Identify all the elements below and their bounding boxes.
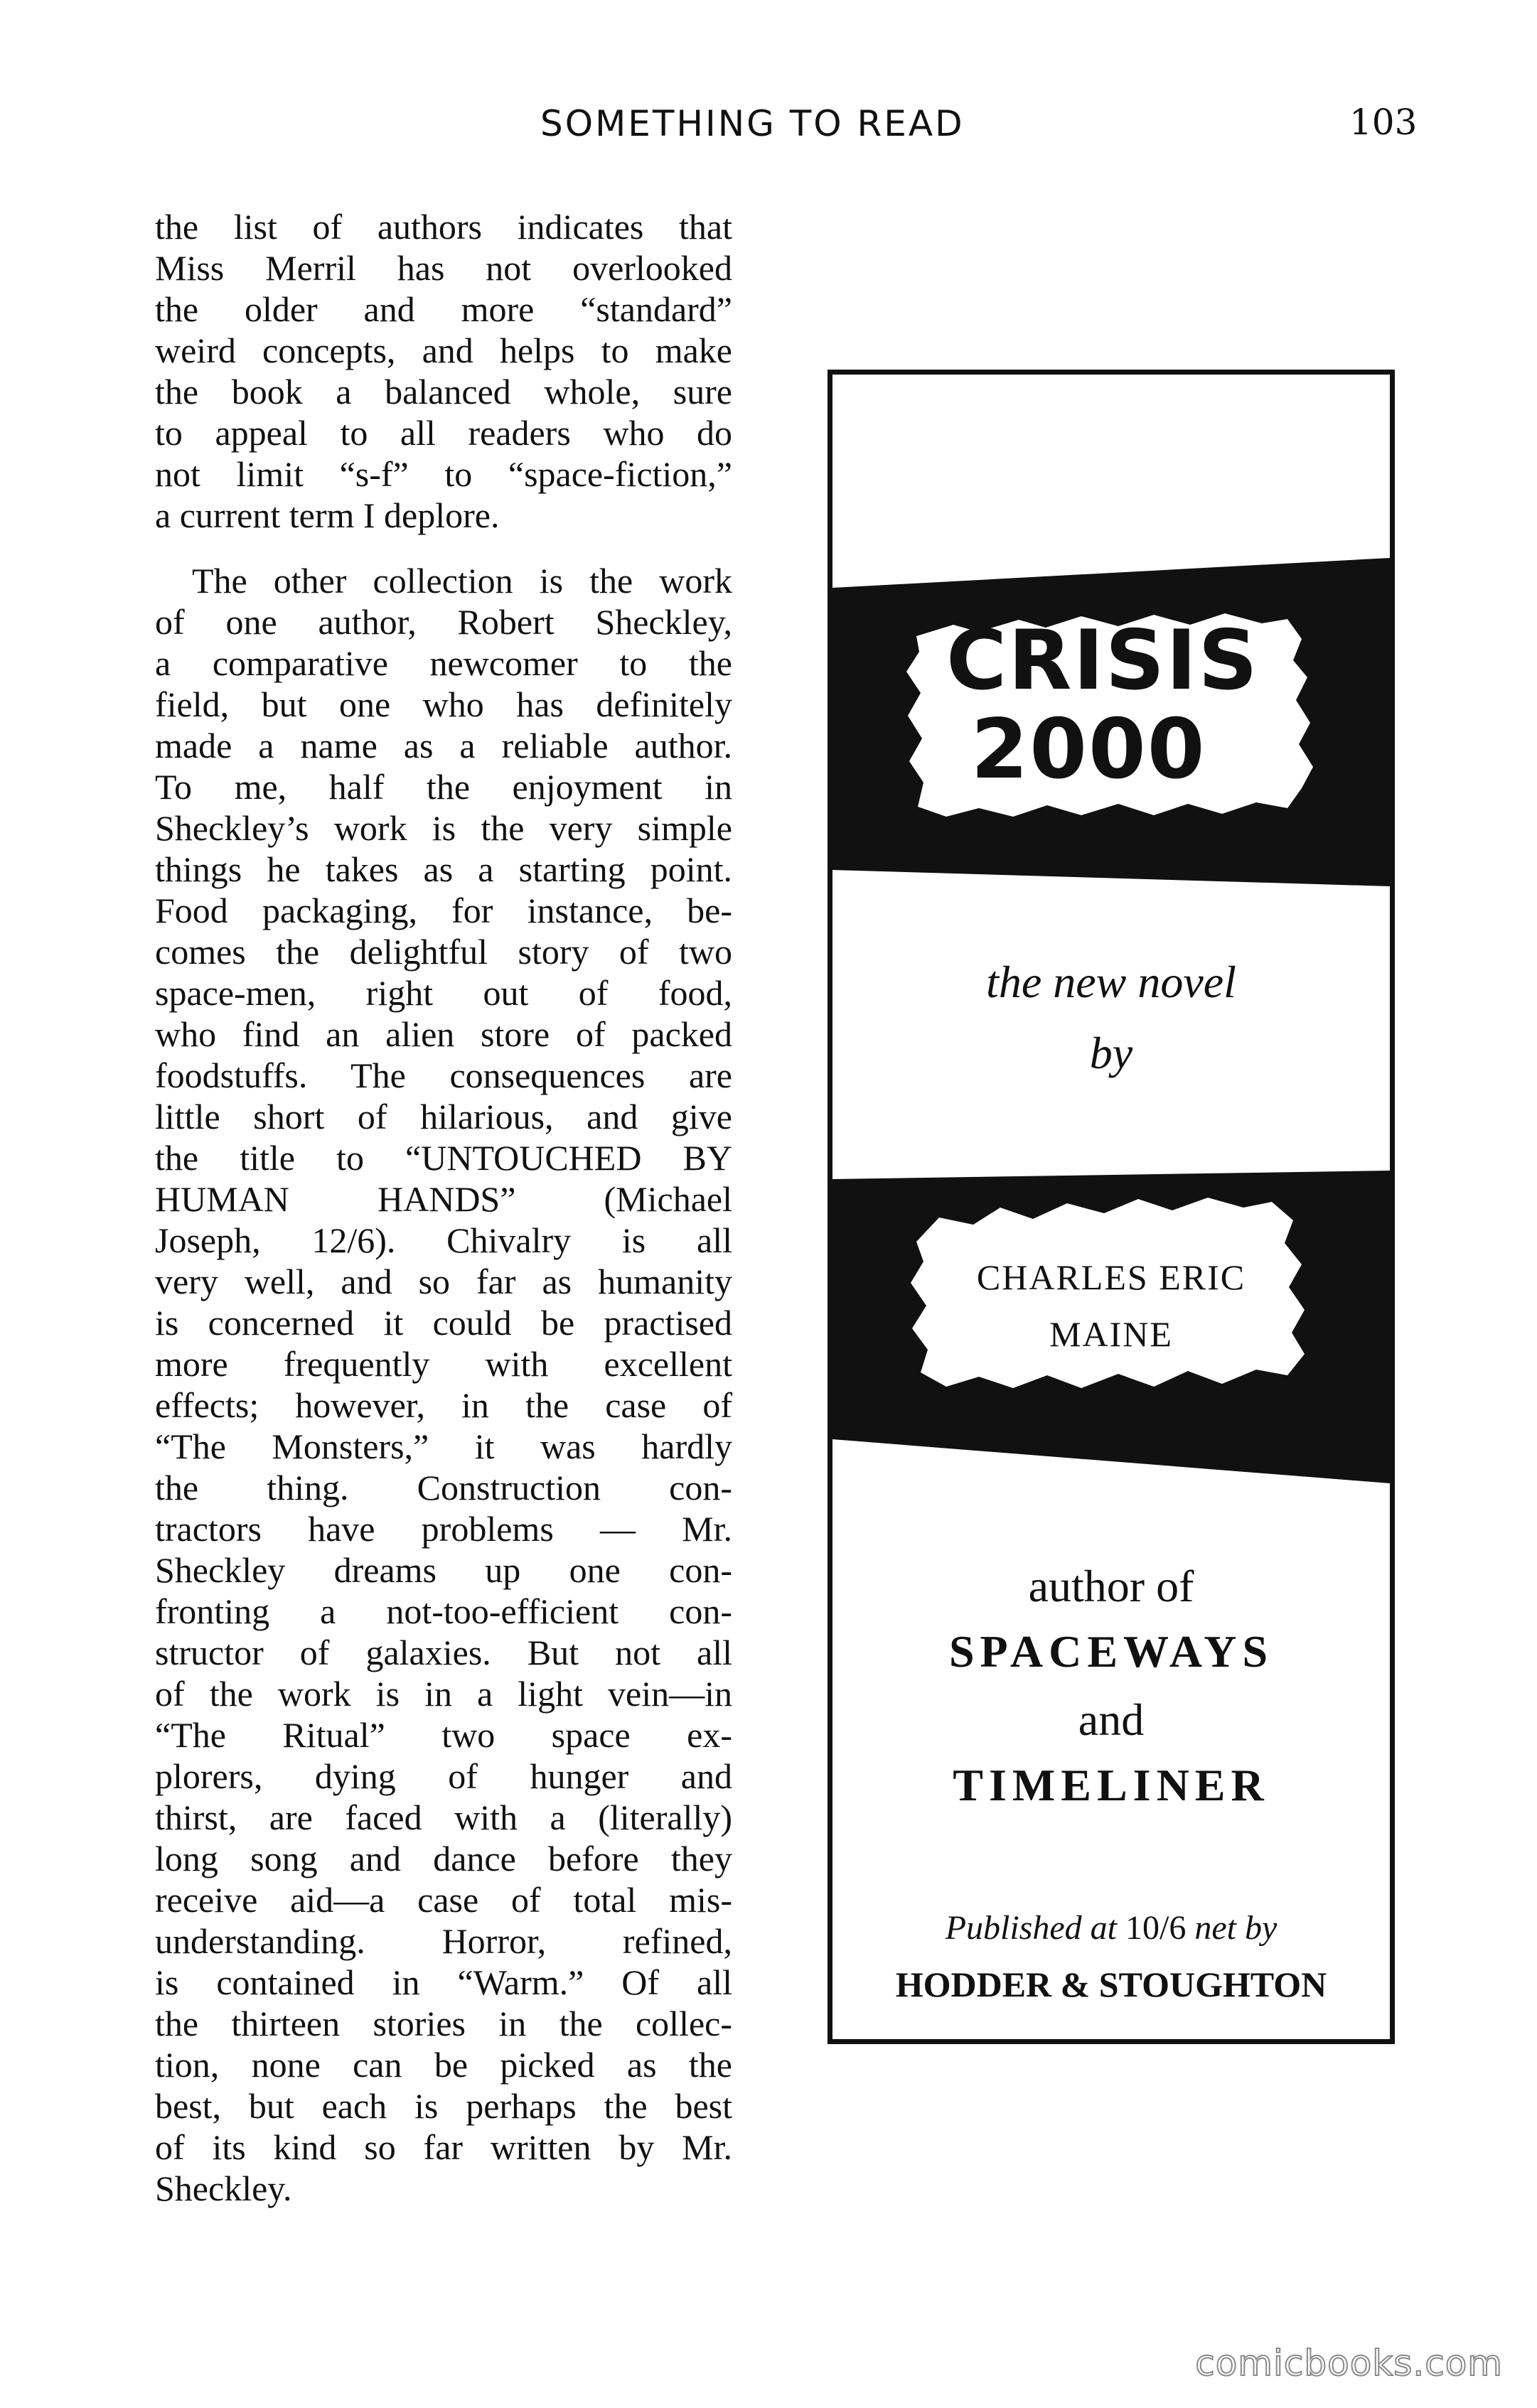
ad-and: and <box>1078 1694 1145 1745</box>
text-line: “The Monsters,” it was hardly <box>155 1426 732 1466</box>
running-title: SOMETHING TO READ <box>540 103 965 144</box>
text-line: the thing. Construction con- <box>155 1468 732 1507</box>
text-line: very well, and so far as humanity <box>155 1262 732 1301</box>
text-line: space-men, right out of food, <box>155 973 732 1013</box>
ad-tagline: the new novel <box>986 957 1236 1007</box>
text-line: of its kind so far written by Mr. <box>155 2127 732 2167</box>
text-line: plorers, dying of hunger and <box>155 1756 732 1796</box>
ad-author-line-1: CHARLES ERIC <box>976 1257 1246 1297</box>
text-line: comes the delightful story of two <box>155 932 732 972</box>
text-line: the title to “UNTOUCHED BY <box>155 1138 732 1178</box>
text-line: structor of galaxies. But not all <box>155 1633 732 1672</box>
ad-author-of: author of <box>1028 1561 1194 1611</box>
text-line: to appeal to all readers who do <box>155 413 732 453</box>
ad-price: 10/6 <box>1125 1909 1187 1947</box>
text-line: things he takes as a starting point. <box>155 849 732 889</box>
text-line: HUMAN HANDS” (Michael <box>155 1179 732 1219</box>
text-line: the thirteen stories in the collec- <box>155 2004 732 2043</box>
text-line: long song and dance before they <box>155 1839 732 1878</box>
text-line: more frequently with excellent <box>155 1344 732 1384</box>
text-line: is contained in “Warm.” Of all <box>155 1962 732 2002</box>
text-line: the book a balanced whole, sure <box>155 372 732 412</box>
text-line: a comparative newcomer to the <box>155 643 732 683</box>
text-line: best, but each is perhaps the best <box>155 2086 732 2126</box>
text-line: little short of hilarious, and give <box>155 1097 732 1136</box>
text-line: tion, none can be picked as the <box>155 2045 732 2085</box>
ad-by: by <box>1089 1028 1133 1078</box>
text-line: tractors have problems — Mr. <box>155 1509 732 1549</box>
ad-published-suffix: net by <box>1194 1909 1278 1947</box>
text-line: the list of authors indicates that <box>155 207 732 247</box>
text-line: fronting a not-too-efficient con- <box>155 1591 732 1631</box>
book-advertisement <box>828 370 1395 2044</box>
text-line: foodstuffs. The consequences are <box>155 1055 732 1095</box>
ad-book-title-line-1: CRISIS <box>946 613 1259 709</box>
text-line: thirst, are faced with a (literally) <box>155 1797 732 1837</box>
text-line: weird concepts, and helps to make <box>155 330 732 370</box>
article-paragraph-1 <box>155 206 732 536</box>
text-line: “The Ritual” two space ex- <box>155 1715 732 1755</box>
text-line: Joseph, 12/6). Chivalry is all <box>155 1220 732 1260</box>
ad-author-line-2: MAINE <box>1049 1314 1173 1354</box>
ad-published-line <box>832 1908 1390 1948</box>
article-column <box>155 206 732 2209</box>
text-line: receive aid—a case of total mis- <box>155 1880 732 1920</box>
ad-published-prefix: Published at <box>945 1909 1117 1947</box>
article-paragraph-2 <box>155 560 732 2209</box>
text-line: made a name as a reliable author. <box>155 726 732 765</box>
text-line: To me, half the enjoyment in <box>155 767 732 807</box>
text-line: of the work is in a light vein—in <box>155 1674 732 1714</box>
text-line: Food packaging, for instance, be- <box>155 891 732 930</box>
ad-book-title-line-2: 2000 <box>970 702 1206 797</box>
page-number: 103 <box>1349 102 1418 143</box>
text-line: The other collection is the work <box>192 561 732 601</box>
text-line: Sheckley dreams up one con- <box>155 1550 732 1590</box>
text-line: understanding. Horror, refined, <box>155 1921 732 1961</box>
text-line: Sheckley. <box>155 2168 292 2208</box>
text-line: who find an alien store of packed <box>155 1014 732 1054</box>
text-line: of one author, Robert Sheckley, <box>155 602 732 642</box>
text-line: is concerned it could be practised <box>155 1303 732 1343</box>
text-line: not limit “s-f” to “space-fiction,” <box>155 454 732 494</box>
text-line: effects; however, in the case of <box>155 1385 732 1425</box>
text-line: the older and more “standard” <box>155 289 732 329</box>
text-line: Miss Merril has not overlooked <box>155 248 732 288</box>
white-panel <box>832 870 1390 1179</box>
text-line: Sheckley’s work is the very simple <box>155 808 732 848</box>
watermark: comicbooks.com <box>1195 2343 1503 2384</box>
text-line: a current term I deplore. <box>155 495 500 535</box>
ad-publisher: HODDER & STOUGHTON <box>895 1964 1327 2004</box>
text-line: field, but one who has definitely <box>155 684 732 724</box>
ad-book-2: TIMELINER <box>953 1760 1270 1810</box>
ad-book-1: SPACEWAYS <box>948 1626 1274 1677</box>
